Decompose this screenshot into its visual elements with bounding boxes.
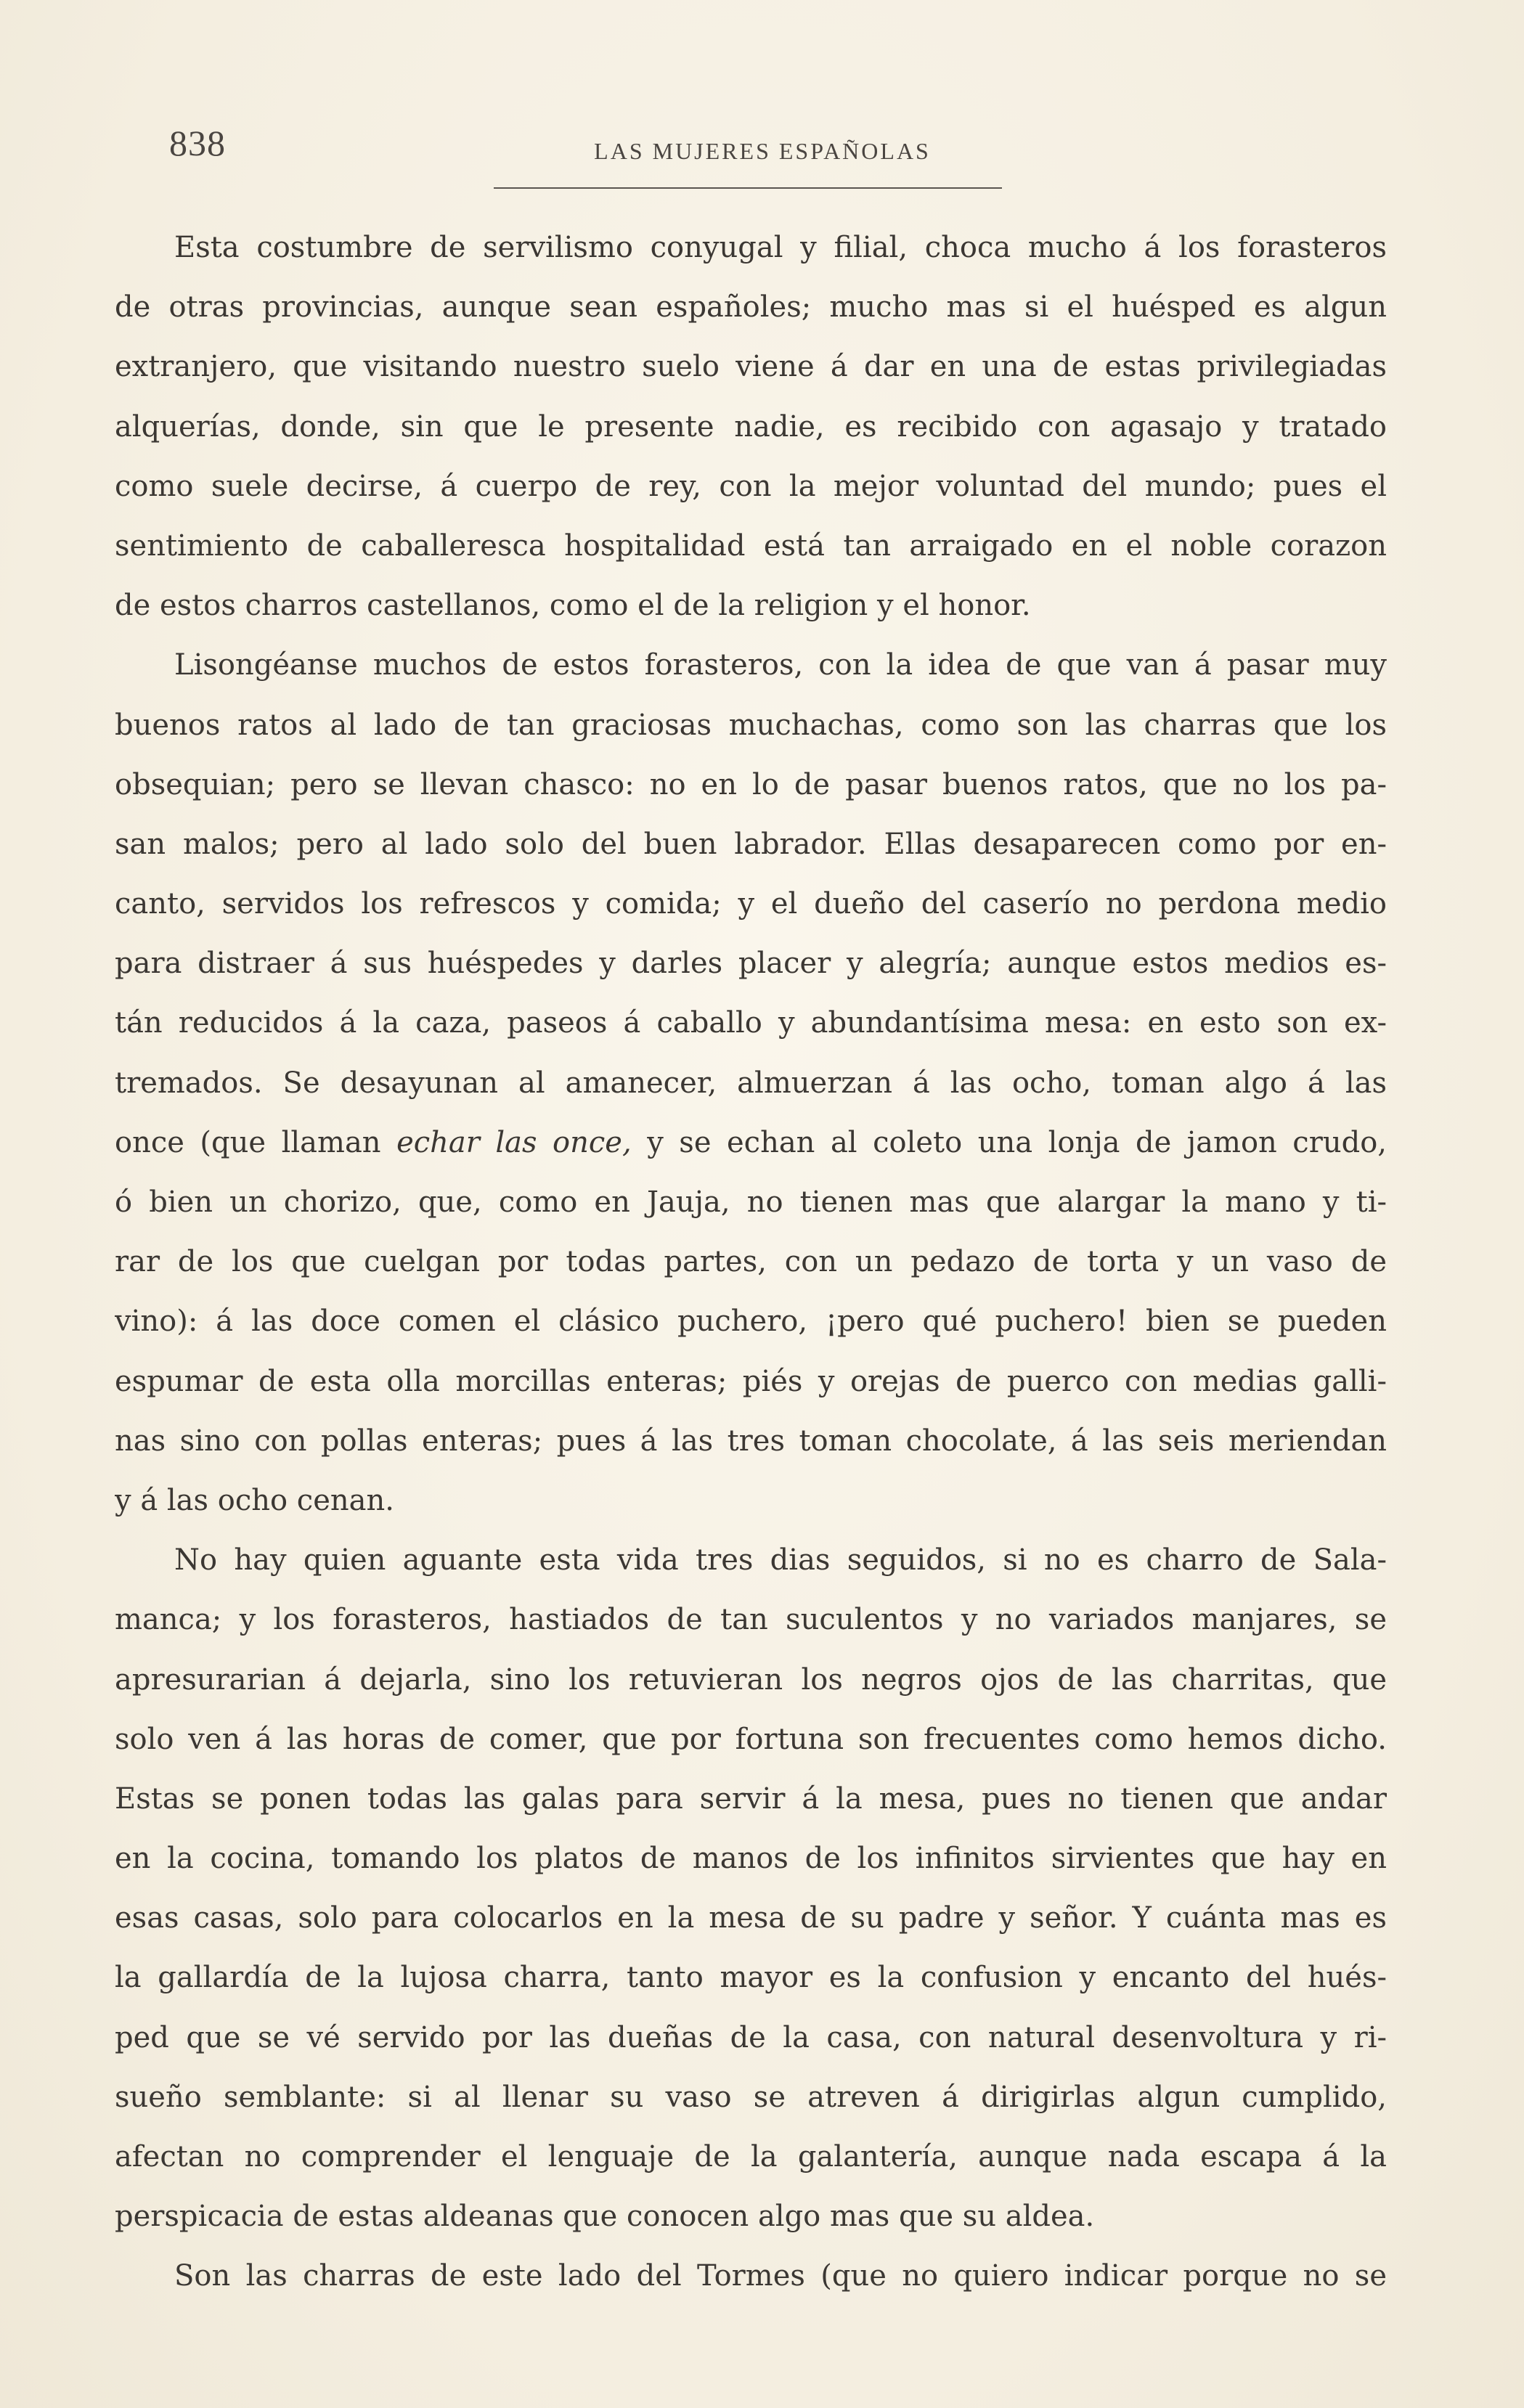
text-line: espumar de esta olla morcillas enteras; piés y orejas de puerco con medias galli- <box>115 1364 1387 1398</box>
header-rule <box>494 187 1002 189</box>
text-line: solo ven á las horas de comer, que por fortuna son frecuentes como hemos dicho. <box>115 1722 1387 1756</box>
text-line: en la cocina, tomando los platos de manos de los infinitos sirvientes que hay en <box>115 1842 1387 1876</box>
text-line: alquerías, donde, sin que le presente nadie, es recibido con agasajo y tratado <box>115 409 1387 444</box>
text-line: manca; y los forasteros, hastiados de tan suculentos y no variados manjares, se <box>115 1603 1387 1637</box>
text-line: la gallardía de la lujosa charra, tanto mayor es la confusion y encanto del hués- <box>115 1961 1387 1995</box>
text-line: y á las ocho cenan. <box>115 1483 394 1517</box>
text-line: como suele decirse, á cuerpo de rey, con la mejor voluntad del mundo; pues el <box>115 469 1387 503</box>
text-line: apresurarian á dejarla, sino los retuvieran los negros ojos de las charritas, que <box>115 1662 1387 1697</box>
text-line: Estas se ponen todas las galas para servir á la mesa, pues no tienen que andar <box>115 1781 1387 1816</box>
text-line: Lisongéanse muchos de estos forasteros, con la idea de que van á pasar muy <box>174 648 1387 682</box>
text-line: nas sino con pollas enteras; pues á las tres toman chocolate, á las seis meriendan <box>115 1424 1387 1458</box>
text-line: san malos; pero al lado solo del buen labrador. Ellas desaparecen como por en- <box>115 827 1387 861</box>
text-line: afectan no comprender el lenguaje de la galantería, aunque nada escapa á la <box>115 2140 1387 2174</box>
text-line: obsequian; pero se llevan chasco: no en lo de pasar buenos ratos, que no los pa- <box>115 767 1387 801</box>
text-line: sueño semblante: si al llenar su vaso se atreven á dirigirlas algun cumplido, <box>115 2080 1387 2114</box>
text-line: Son las charras de este lado del Tormes (que no quiero indicar porque no se <box>174 2259 1387 2293</box>
text-line: de otras provincias, aunque sean españoles; mucho mas si el huésped es algun <box>115 290 1387 325</box>
text-line: perspicacia de estas aldeanas que conocen algo mas que su aldea. <box>115 2200 1095 2234</box>
text-line: de estos charros castellanos, como el de la religion y el honor. <box>115 589 1031 623</box>
body-text <box>115 218 1387 2306</box>
text-line: sentimiento de caballeresca hospitalidad está tan arraigado en el noble corazon <box>115 528 1387 563</box>
text-line: ped que se vé servido por las dueñas de la casa, con natural desenvoltura y ri- <box>115 2020 1387 2054</box>
text-line: rar de los que cuelgan por todas partes, con un pedazo de torta y un vaso de <box>115 1245 1387 1279</box>
italic-phrase: echar las once, <box>396 1125 632 1159</box>
page-number: 838 <box>169 123 226 163</box>
text-line: para distraer á sus huéspedes y darles placer y alegría; aunque estos medios es- <box>115 947 1387 981</box>
running-title: LAS MUJERES ESPAÑOLAS <box>594 138 931 164</box>
text-line: canto, servidos los refrescos y comida; y el dueño del caserío no perdona medio <box>115 887 1387 921</box>
text-segment: once (que llaman <box>115 1125 397 1159</box>
text-line: esas casas, solo para colocarlos en la mesa de su padre y señor. Y cuánta mas es <box>115 1901 1387 1935</box>
text-line: tremados. Se desayunan al amanecer, almuerzan á las ocho, toman algo á las <box>115 1066 1387 1100</box>
text-line: Esta costumbre de servilismo conyugal y filial, choca mucho á los forasteros <box>174 231 1387 264</box>
text-line: buenos ratos al lado de tan graciosas muchachas, como son las charras que los <box>115 708 1387 742</box>
text-line <box>115 1113 1387 1172</box>
text-line: extranjero, que visitando nuestro suelo viene á dar en una de estas privilegiadas <box>115 350 1387 384</box>
text-line: tán reducidos á la caza, paseos á caballo y abundantísima mesa: en esto son ex- <box>115 1006 1387 1040</box>
text-line: ó bien un chorizo, que, como en Jauja, no tienen mas que alargar la mano y ti- <box>115 1185 1387 1219</box>
text-line: No hay quien aguante esta vida tres dias seguidos, si no es charro de Sala- <box>174 1543 1387 1578</box>
text-segment: y se echan al coleto una lonja de jamon crudo, <box>631 1125 1387 1159</box>
text-line: vino): á las doce comen el clásico puchero, ¡pero qué puchero! bien se pueden <box>115 1305 1387 1339</box>
